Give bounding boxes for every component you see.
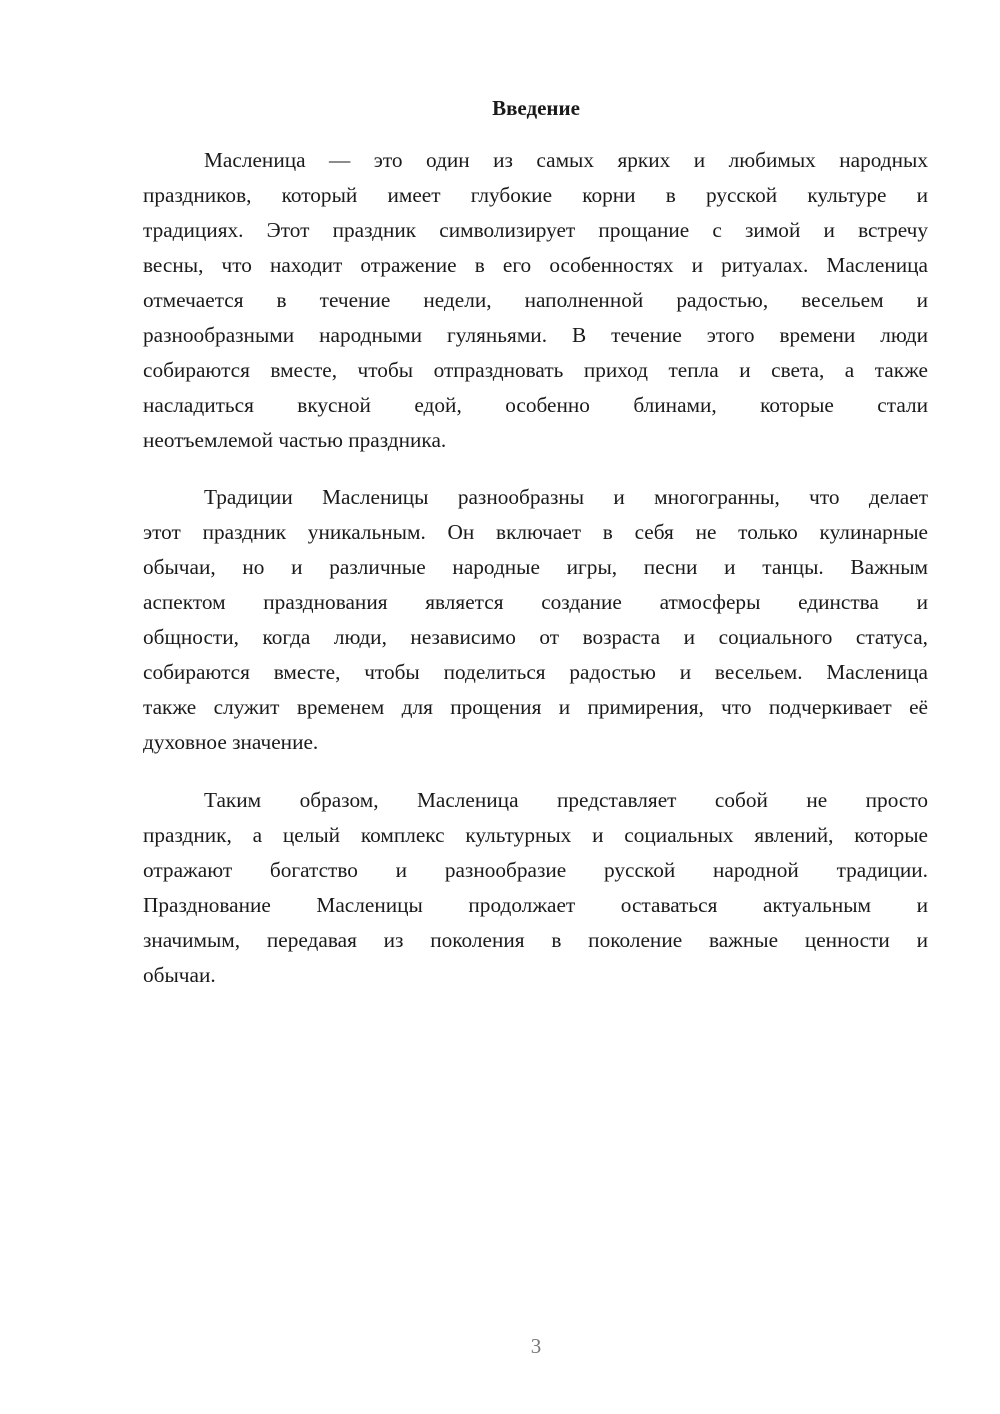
text-line: традициях. Этот праздник символизирует прощание с зимой и встречу xyxy=(143,218,928,242)
text-line: Масленица — это один из самых ярких и любимых народных xyxy=(204,148,928,172)
text-line: духовное значение. xyxy=(143,730,319,754)
text-line: обычаи. xyxy=(143,963,216,987)
text-line: весны, что находит отражение в его особенностях и ритуалах. Масленица xyxy=(143,253,928,277)
text-line: разнообразными народными гуляньями. В течение этого времени люди xyxy=(143,323,928,347)
text-line: праздник, а целый комплекс культурных и социальных явлений, которые xyxy=(143,823,928,847)
section-title: Введение xyxy=(492,96,580,120)
text-line: неотъемлемой частью праздника. xyxy=(143,428,447,452)
text-line: собираются вместе, чтобы отпраздновать приход тепла и света, а также xyxy=(143,358,928,382)
text-line: Празднование Масленицы продолжает оставаться актуальным и xyxy=(143,893,928,917)
paragraph-3 xyxy=(143,783,928,993)
text-line: значимым, передавая из поколения в поколение важные ценности и xyxy=(143,928,928,952)
text-line: аспектом празднования является создание атмосферы единства и xyxy=(143,590,928,614)
text-line: праздников, который имеет глубокие корни в русской культуре и xyxy=(143,183,928,207)
paragraph-2 xyxy=(143,480,928,760)
text-line: отмечается в течение недели, наполненной радостью, весельем и xyxy=(143,288,928,312)
page-number: 3 xyxy=(530,1334,542,1358)
text-line: насладиться вкусной едой, особенно блинами, которые стали xyxy=(143,393,928,417)
text-line: Таким образом, Масленица представляет собой не просто xyxy=(204,788,928,812)
text-line: Традиции Масленицы разнообразны и многогранны, что делает xyxy=(204,485,928,509)
text-line: обычаи, но и различные народные игры, песни и танцы. Важным xyxy=(143,555,928,579)
text-line: этот праздник уникальным. Он включает в себя не только кулинарные xyxy=(143,520,928,544)
text-line: также служит временем для прощения и примирения, что подчеркивает её xyxy=(143,695,928,719)
paragraph-1 xyxy=(143,143,928,458)
text-line: собираются вместе, чтобы поделиться радостью и весельем. Масленица xyxy=(143,660,928,684)
text-line: отражают богатство и разнообразие русской народной традиции. xyxy=(143,858,928,882)
text-line: общности, когда люди, независимо от возраста и социального статуса, xyxy=(143,625,928,649)
